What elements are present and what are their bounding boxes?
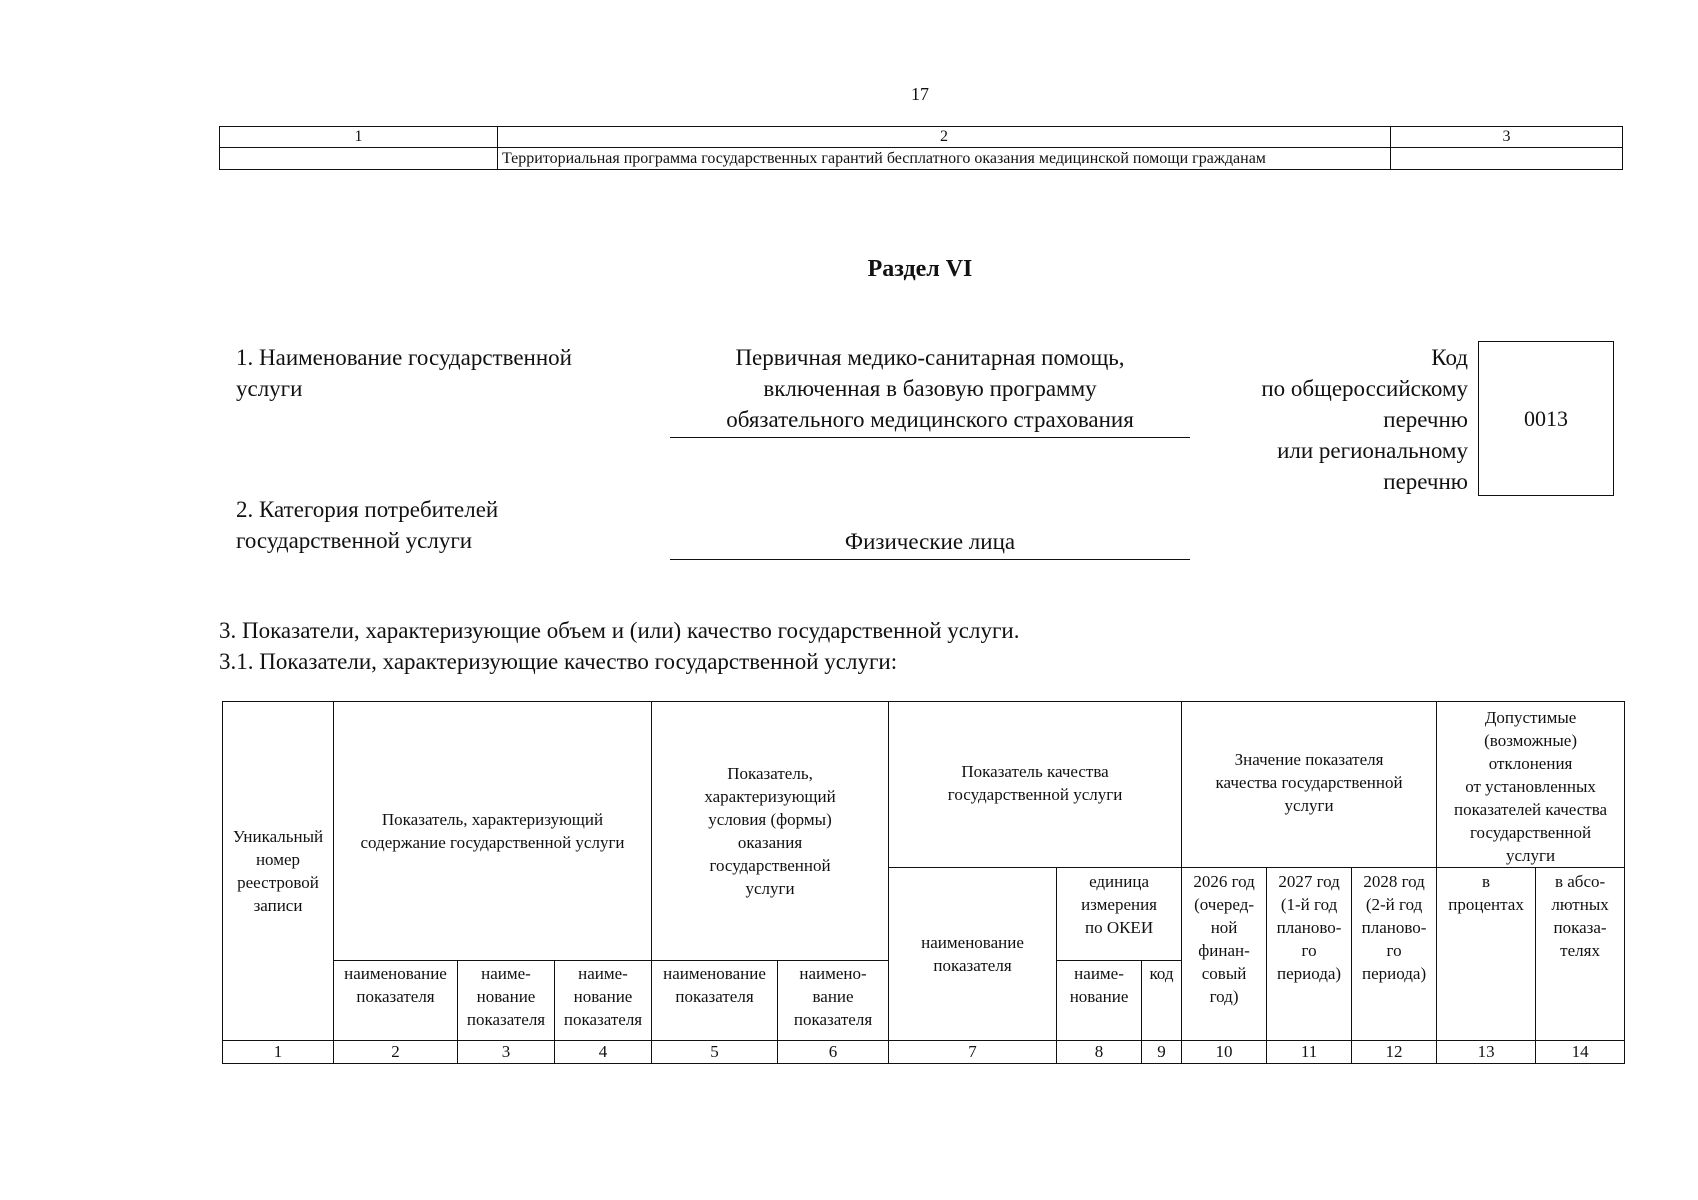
continuation-table-header-row	[220, 127, 1623, 148]
year-2027-header: 2027 год (1-й год планово- го периода)	[1267, 868, 1352, 1041]
indicator-value-header: Значение показателя качества государственной услуги	[1182, 702, 1437, 868]
header-cell-1: 1	[220, 127, 498, 148]
row-cell-1	[220, 148, 498, 170]
service-name-label: 1. Наименование государственной услуги	[236, 345, 572, 401]
allowed-deviation-header: Допустимые (возможные) отклонения от установленных показателей качества государственной услуги	[1437, 702, 1625, 868]
unit-name-header: наиме- нование	[1057, 961, 1142, 1041]
header-cell-3: 3	[1391, 127, 1623, 148]
column-number: 11	[1267, 1041, 1352, 1064]
quality-indicator-header: Показатель качества государственной услуги	[889, 702, 1182, 868]
row-cell-3	[1391, 148, 1623, 170]
table-header-row-1	[223, 702, 1625, 868]
condition-name-header-2: наимено- вание показателя	[778, 961, 889, 1041]
quality-indicators-table	[222, 701, 1625, 1064]
continuation-table-row	[220, 148, 1623, 170]
okei-unit-header: единица измерения по ОКЕИ	[1057, 868, 1182, 961]
program-name-cell: Территориальная программа государственных гарантий бесплатного оказания медицинской помощи гражданам	[498, 148, 1391, 170]
content-name-header-1: наименование показателя	[334, 961, 458, 1041]
column-number: 2	[334, 1041, 458, 1064]
consumer-category-value: Физические лица	[670, 526, 1190, 560]
column-number: 3	[458, 1041, 555, 1064]
registry-code-box: 0013	[1478, 341, 1614, 496]
column-number: 5	[652, 1041, 778, 1064]
year-2028-header: 2028 год (2-й год планово- го периода)	[1352, 868, 1437, 1041]
condition-name-header-1: наименование показателя	[652, 961, 778, 1041]
content-indicator-header: Показатель, характеризующий содержание государственной услуги	[334, 702, 652, 961]
unique-number-header: Уникальный номер реестровой записи	[223, 702, 334, 1041]
registry-code-label: Код по общероссийскому перечню или региональному перечню	[1261, 345, 1468, 494]
conditions-indicator-header: Показатель, характеризующий условия (формы) оказания государственной услуги	[652, 702, 889, 961]
deviation-absolute-header: в абсо- лютных показа- телях	[1536, 868, 1625, 1041]
quality-name-header: наименование показателя	[889, 868, 1057, 1041]
column-number: 7	[889, 1041, 1057, 1064]
header-cell-2: 2	[498, 127, 1391, 148]
column-numbers-row	[223, 1041, 1625, 1064]
column-number: 10	[1182, 1041, 1267, 1064]
content-name-header-2: наиме- нование показателя	[458, 961, 555, 1041]
column-number: 8	[1057, 1041, 1142, 1064]
content-name-header-3: наиме- нование показателя	[555, 961, 652, 1041]
section-title: Раздел VI	[867, 256, 973, 282]
column-number: 12	[1352, 1041, 1437, 1064]
quality-indicators-heading: 3.1. Показатели, характеризующие качество государственной услуги:	[219, 649, 898, 674]
column-number: 14	[1536, 1041, 1625, 1064]
indicators-heading: 3. Показатели, характеризующие объем и (или) качество государственной услуги.	[219, 618, 1020, 643]
deviation-percent-header: в процентах	[1437, 868, 1536, 1041]
year-2026-header: 2026 год (очеред- ной финан- совый год)	[1182, 868, 1267, 1041]
continuation-table	[219, 126, 1623, 170]
column-number: 13	[1437, 1041, 1536, 1064]
consumer-category-label: 2. Категория потребителей государственной услуги	[236, 497, 499, 553]
column-number: 4	[555, 1041, 652, 1064]
column-number: 1	[223, 1041, 334, 1064]
service-name-value: Первичная медико-санитарная помощь, включенная в базовую программу обязательного медицинского страхования	[670, 342, 1190, 438]
unit-code-header: код	[1142, 961, 1182, 1041]
column-number: 6	[778, 1041, 889, 1064]
page-number: 17	[911, 84, 929, 104]
column-number: 9	[1142, 1041, 1182, 1064]
